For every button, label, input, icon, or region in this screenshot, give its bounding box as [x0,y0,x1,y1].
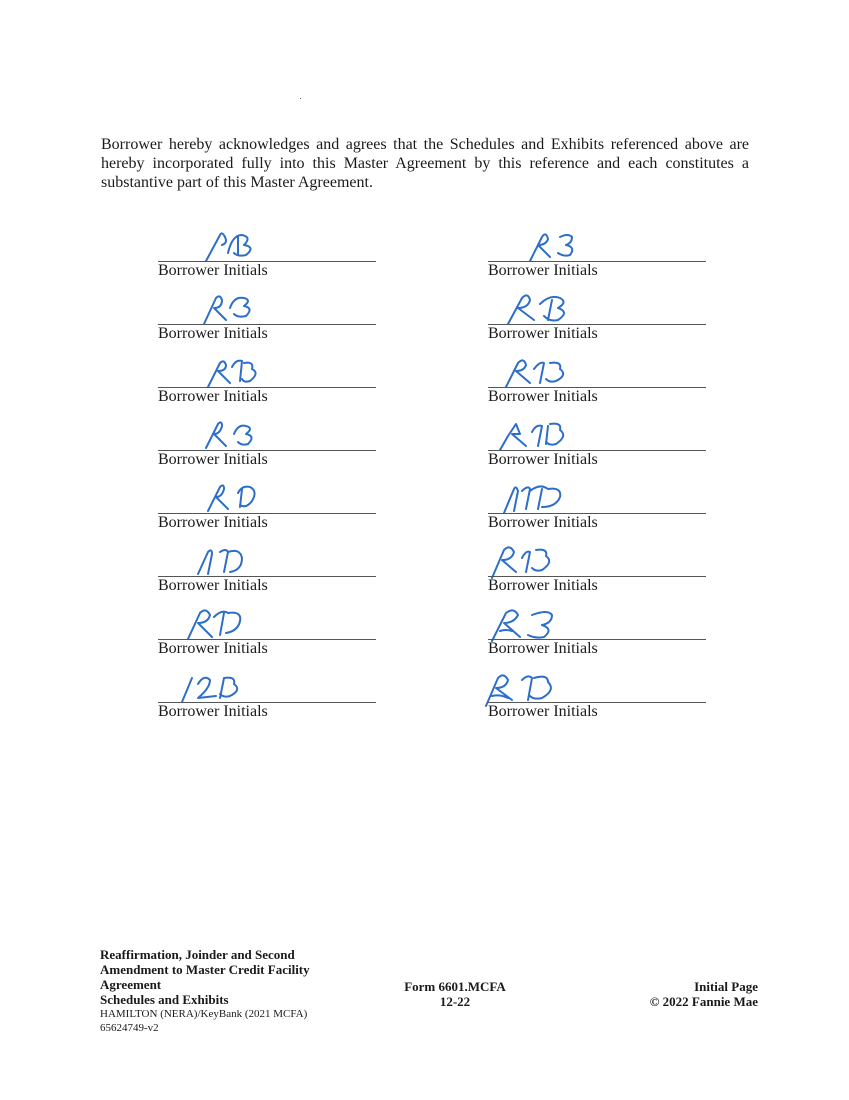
footer-title-line-3: Agreement [100,977,162,992]
initials-block-left-3 [158,361,376,413]
footer-title-line-4: Schedules and Exhibits [100,992,229,1007]
borrower-initials-label: Borrower Initials [488,703,598,720]
initials-block-right-2 [488,298,706,350]
borrower-initials-label: Borrower Initials [158,388,268,405]
copyright: © 2022 Fannie Mae [649,994,758,1009]
initials-block-left-2 [158,298,376,350]
initials-block-left-1 [158,235,376,287]
initials-block-left-4 [158,424,376,476]
initials-block-left-5 [158,487,376,539]
borrower-initials-label: Borrower Initials [488,262,598,279]
borrower-initials-label: Borrower Initials [158,262,268,279]
initials-block-right-6 [488,550,706,602]
borrower-initials-label: Borrower Initials [488,577,598,594]
borrower-initials-label: Borrower Initials [488,514,598,531]
footer-matter-reference: HAMILTON (NERA)/KeyBank (2021 MCFA) [100,1008,308,1020]
borrower-initials-label: Borrower Initials [158,640,268,657]
footer-document-title [100,947,360,1035]
borrower-initials-label: Borrower Initials [158,451,268,468]
borrower-initials-label: Borrower Initials [488,640,598,657]
initials-block-left-6 [158,550,376,602]
initials-block-right-7 [488,613,706,665]
footer-form-number [390,979,520,1009]
borrower-initials-label: Borrower Initials [488,451,598,468]
borrower-initials-label: Borrower Initials [488,325,598,342]
initials-block-right-4 [488,424,706,476]
initials-block-right-3 [488,361,706,413]
borrower-initials-label: Borrower Initials [158,703,268,720]
borrower-initials-label: Borrower Initials [158,325,268,342]
borrower-initials-label: Borrower Initials [488,388,598,405]
form-number: Form 6601.MCFA [404,979,506,994]
acknowledgement-text: Borrower hereby acknowledges and agrees that the Schedules and Exhibits referenced above are hereby incorporated fully into this Master Agreement by this reference and each constitutes a substantive part of this Master Agreement. [101,136,749,191]
borrower-initials-label: Borrower Initials [158,577,268,594]
footer-title-line-1: Reaffirmation, Joinder and Second [100,947,295,962]
footer-document-id: 65624749-v2 [100,1022,159,1034]
page-label: Initial Page [694,979,758,994]
stray-mark [300,98,301,99]
initials-block-right-8 [488,676,706,728]
form-date: 12-22 [439,994,471,1009]
footer-page-info [600,979,758,1009]
initials-block-right-1 [488,235,706,287]
initials-block-left-8 [158,676,376,728]
initials-block-right-5 [488,487,706,539]
acknowledgement-paragraph [101,135,749,192]
borrower-initials-label: Borrower Initials [158,514,268,531]
initials-block-left-7 [158,613,376,665]
footer-title-line-2: Amendment to Master Credit Facility [100,962,310,977]
